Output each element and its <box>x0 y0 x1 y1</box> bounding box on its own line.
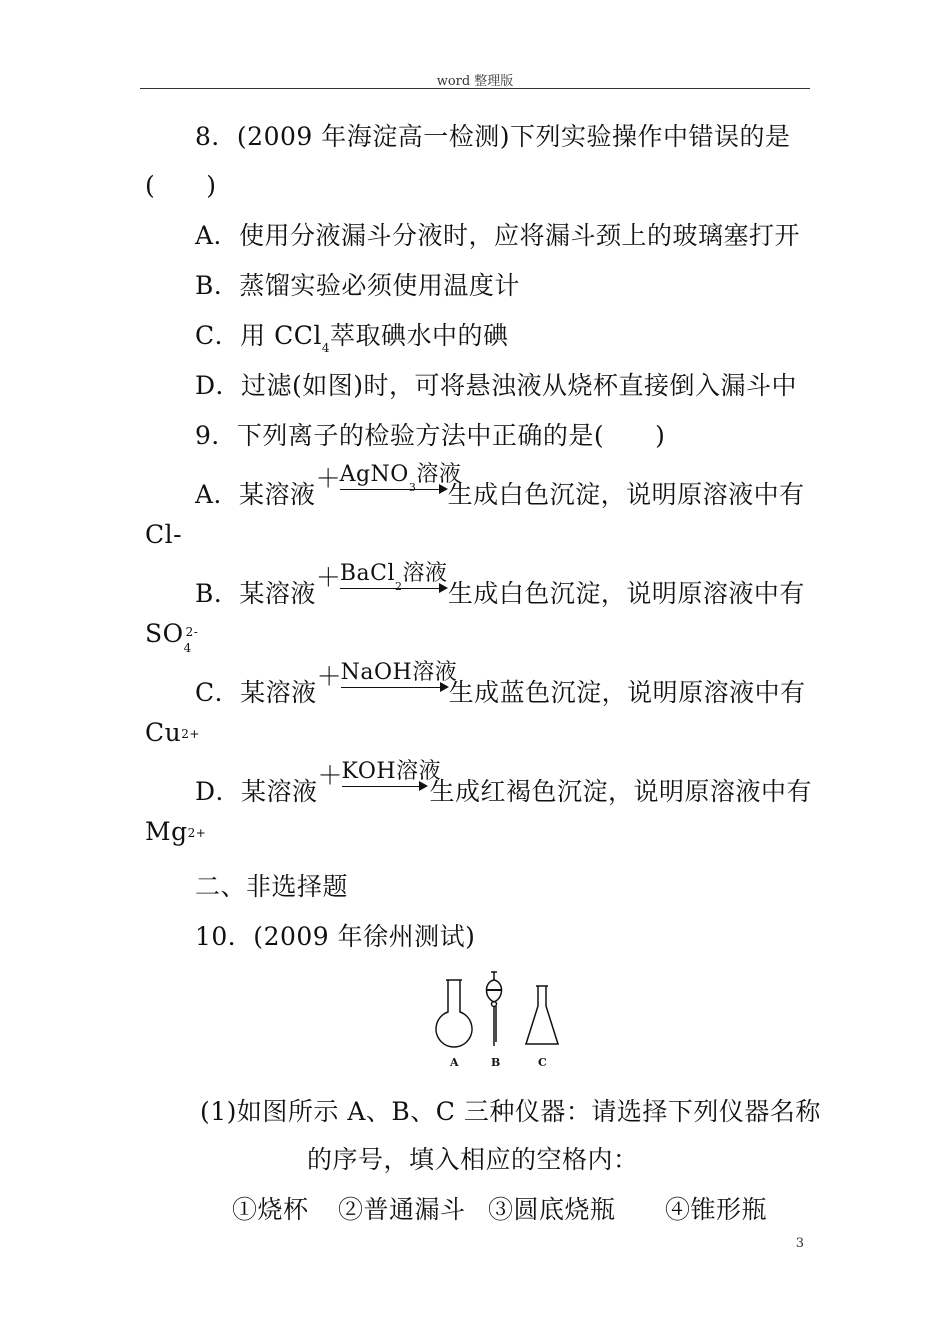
q9-b-ion-text: SO <box>145 619 184 648</box>
header-rule <box>140 88 810 89</box>
figure-label-b: B <box>491 1056 501 1069</box>
q8-option-b: B．蒸馏实验必须使用温度计 <box>195 271 520 300</box>
q8-option-c <box>195 316 509 355</box>
q10-option-4: ④锥形瓶 <box>665 1195 768 1224</box>
q9-a-reaction-arrow <box>315 459 462 494</box>
q8-option-d: D．过滤(如图)时，可将悬浊液从烧杯直接倒入漏斗中 <box>195 371 798 400</box>
q9-a-label: A．某溶液 <box>195 480 316 509</box>
q9-a-reagent-formula: AgNO <box>339 462 409 487</box>
q9-b-reagent <box>339 556 448 593</box>
q8-stem: 8．(2009 年海淀高一检测)下列实验操作中错误的是 <box>195 122 791 151</box>
arrow-head-icon <box>419 781 428 791</box>
figure-label-c: C <box>538 1056 547 1069</box>
round-bottom-flask-icon <box>436 980 472 1047</box>
arrow-line <box>340 489 440 490</box>
separatory-funnel-icon <box>486 972 502 1046</box>
page-number: 3 <box>795 1236 804 1251</box>
apparatus-drawing <box>434 968 574 1058</box>
q8-option-c-tail: 萃取碘水中的碘 <box>329 321 509 350</box>
q9-a-reagent-subscript: 3 <box>408 481 417 494</box>
section-title: 二、非选择题 <box>195 872 349 901</box>
arrow-head-icon <box>439 484 448 494</box>
arrow-line <box>342 786 420 787</box>
q9-b-ion-charge: 2- <box>185 625 199 639</box>
q9-option-d <box>195 759 813 808</box>
q8-answer-paren: ( ) <box>145 171 217 200</box>
q9-c-ion-charge: 2+ <box>181 727 200 741</box>
q9-c-label: C．某溶液 <box>195 678 317 707</box>
q10-option-3: ③圆底烧瓶 <box>488 1195 616 1224</box>
plus-sign: ＋ <box>315 464 342 493</box>
q9-c-result: 生成蓝色沉淀，说明原溶液中有 <box>448 678 806 707</box>
q9-b-ion-subscript: 4 <box>183 641 192 655</box>
q9-a-ion: Cl- <box>145 520 183 549</box>
q9-d-reaction-arrow <box>317 756 442 790</box>
q9-stem: 9．下列离子的检验方法中正确的是( ) <box>195 421 666 450</box>
q9-b-ion <box>145 619 208 655</box>
arrow-head-icon <box>440 682 449 692</box>
q9-b-reagent-subscript: 2 <box>395 580 403 593</box>
q9-b-reagent-tail: 溶液 <box>402 561 448 586</box>
apparatus-figure <box>434 968 574 1078</box>
q9-d-ion <box>145 817 206 846</box>
q9-c-reagent: NaOH溶液 <box>340 660 458 685</box>
q9-c-ion-text: Cu <box>145 718 182 747</box>
arrow-line <box>341 687 441 688</box>
q8-option-c-text: C．用 CCl <box>195 321 322 350</box>
arrow-head-icon <box>439 583 448 593</box>
q9-b-label: B．某溶液 <box>195 579 316 608</box>
arrow-line <box>340 588 440 589</box>
conical-flask-icon <box>526 986 558 1044</box>
q10-part1-line2: 的序号，填入相应的空格内： <box>307 1145 639 1174</box>
q9-a-reagent-tail: 溶液 <box>416 462 462 487</box>
page-header: word 整理版 <box>436 74 514 89</box>
q9-d-ion-charge: 2+ <box>187 826 207 840</box>
q10-option-1: ①烧杯 <box>232 1195 309 1224</box>
q9-d-reagent: KOH溶液 <box>341 759 442 784</box>
q9-b-ion-scripts <box>183 619 208 655</box>
plus-sign: ＋ <box>317 761 344 790</box>
q9-b-result: 生成白色沉淀，说明原溶液中有 <box>447 579 805 608</box>
q9-d-label: D．某溶液 <box>195 777 318 806</box>
q9-c-ion <box>145 718 200 747</box>
q9-c-reaction-arrow <box>316 657 458 691</box>
q9-d-ion-text: Mg <box>145 817 188 846</box>
q10-part1-line1: (1)如图所示 A、B、C 三种仪器：请选择下列仪器名称 <box>200 1097 821 1126</box>
q9-d-result: 生成红褐色沉淀，说明原溶液中有 <box>429 777 813 806</box>
q9-option-a <box>195 462 805 511</box>
q9-option-c <box>195 660 806 709</box>
q9-b-reagent-formula: BaCl <box>339 561 396 586</box>
plus-sign: ＋ <box>315 563 342 592</box>
q9-a-result: 生成白色沉淀，说明原溶液中有 <box>447 480 805 509</box>
q10-stem: 10．(2009 年徐州测试) <box>195 922 476 951</box>
q8-option-c-subscript: 4 <box>321 341 330 355</box>
q9-option-b <box>195 561 805 610</box>
q10-option-2: ②普通漏斗 <box>338 1195 466 1224</box>
plus-sign: ＋ <box>316 662 343 691</box>
figure-label-a: A <box>450 1056 459 1069</box>
q9-b-reaction-arrow <box>316 558 448 592</box>
q8-option-a: A．使用分液漏斗分液时，应将漏斗颈上的玻璃塞打开 <box>195 221 801 250</box>
